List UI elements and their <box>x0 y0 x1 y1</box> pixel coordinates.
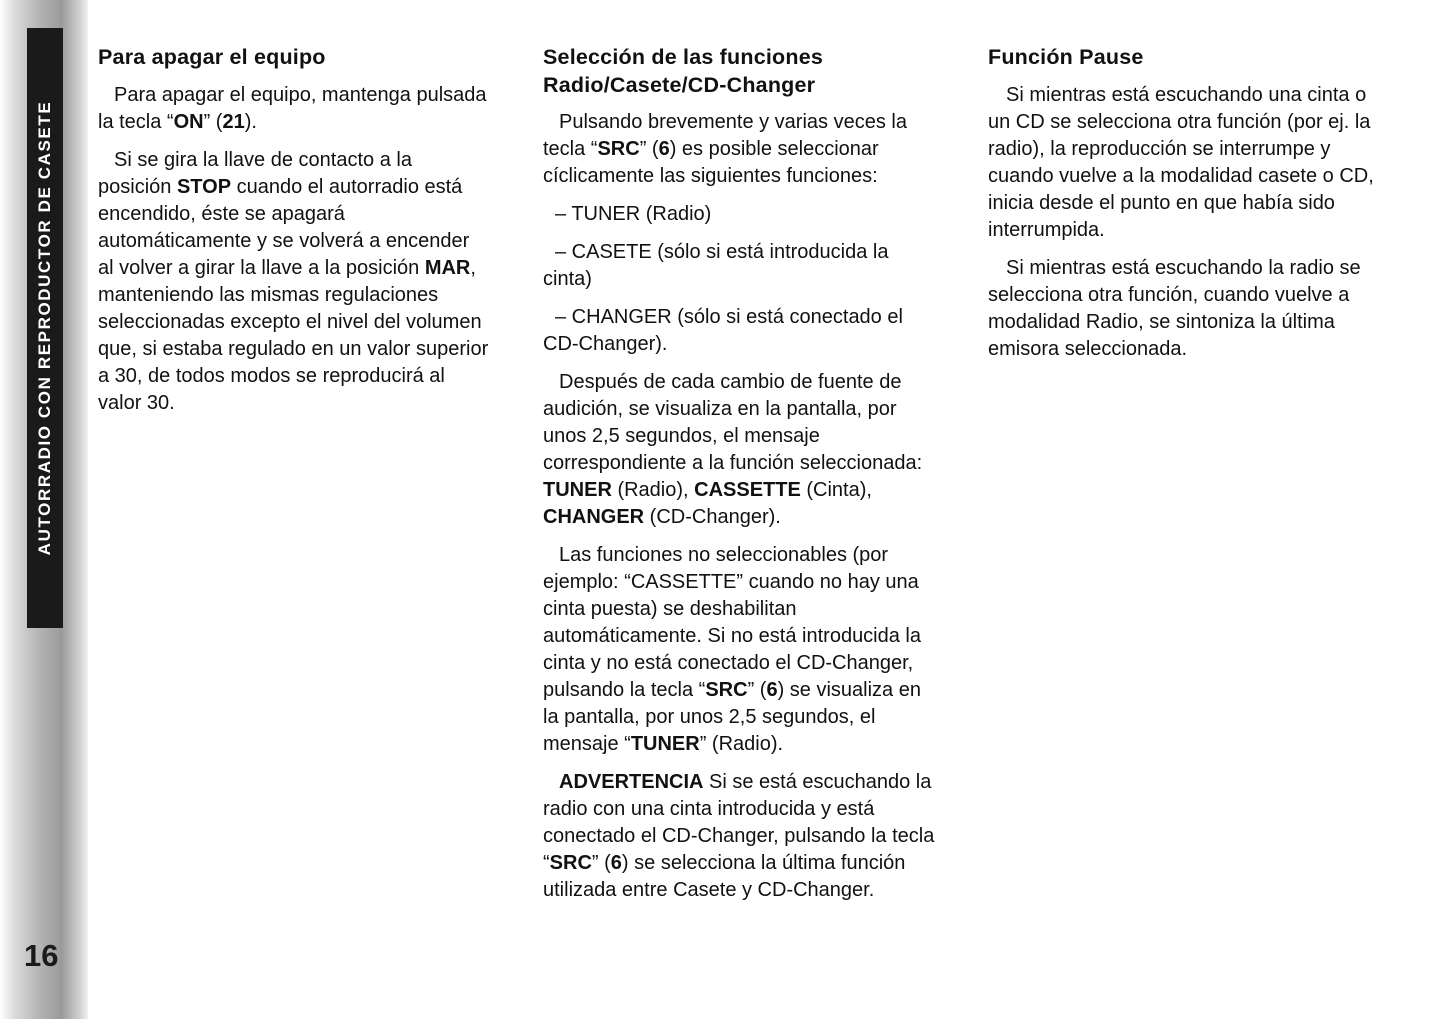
column-three <box>988 44 1380 915</box>
paragraph-source-disabled-functions: Las funciones no seleccionables (por ejemplo: “CASSETTE” cuando no hay una cinta puesta) se deshabilitan automáticamente. Si no está introducida la cinta y no está conectado el CD-Changer, pulsando la tecla “SRC” (6) se visualiza en la pantalla, por unos 2,5 segundos, el mensaje “TUNER” (Radio). <box>543 544 921 756</box>
section-heading-source-selection: Selección de las funciones Radio/Casete/CD-Changer <box>543 45 824 97</box>
section-heading-pause-function: Función Pause <box>988 45 1144 69</box>
list-item-tuner: – TUNER (Radio) <box>555 203 712 226</box>
list-item-changer: – CHANGER (sólo si está conectado el CD-Changer). <box>543 306 903 356</box>
paragraph-source-display-message: Después de cada cambio de fuente de audición, se visualiza en la pantalla, por unos 2,5 segundos, el mensaje correspondiente a la función seleccionada: TUNER (Radio), CASSETTE (Cinta), CHANGER (CD-Changer). <box>543 371 923 529</box>
column-one <box>98 44 490 915</box>
paragraph-pause-2: Si mientras está escuchando la radio se selecciona otra función, cuando vuelve a modalidad Radio, se sintoniza la última emisora seleccionada. <box>988 256 1361 360</box>
paragraph-power-off-2: Si se gira la llave de contacto a la posición STOP cuando el autorradio está encendido, éste se apagará automáticamente y se volverá a encender al volver a girar la llave a la posición MAR, manteniendo las mismas regulaciones seleccionadas excepto el nivel del volumen que, si estaba regulado en un valor superior a 30, de todos modos se reproducirá al valor 30. <box>98 148 489 414</box>
chapter-sidebar <box>0 0 88 1019</box>
paragraph-power-off-1: Para apagar el equipo, mantenga pulsada la tecla “ON” (21). <box>98 83 487 133</box>
section-heading-power-off: Para apagar el equipo <box>98 45 326 69</box>
chapter-tab-label: AUTORRADIO CON REPRODUCTOR DE CASETE <box>35 100 54 556</box>
paragraph-warning-advertencia: ADVERTENCIA Si se está escuchando la radio con una cinta introducida y está conectado el CD-Changer, pulsando la tecla “SRC” (6) se selecciona la última función utilizada entre Casete y CD-Changer. <box>543 771 935 902</box>
paragraph-source-1: Pulsando brevemente y varias veces la tecla “SRC” (6) es posible seleccionar cíclicamente las siguientes funciones: <box>543 111 907 188</box>
page-content <box>98 44 1423 974</box>
paragraph-pause-1: Si mientras está escuchando una cinta o un CD se selecciona otra función (por ej. la radio), la reproducción se interrumpe y cuando vuelve a la modalidad casete o CD, inicia desde el punto en que había sido interrumpida. <box>988 83 1374 241</box>
column-two <box>543 44 935 915</box>
page-number: 16 <box>24 938 59 973</box>
three-column-layout <box>98 44 1423 915</box>
list-item-casete: – CASETE (sólo si está introducida la cinta) <box>543 241 889 291</box>
chapter-tab <box>27 28 63 628</box>
